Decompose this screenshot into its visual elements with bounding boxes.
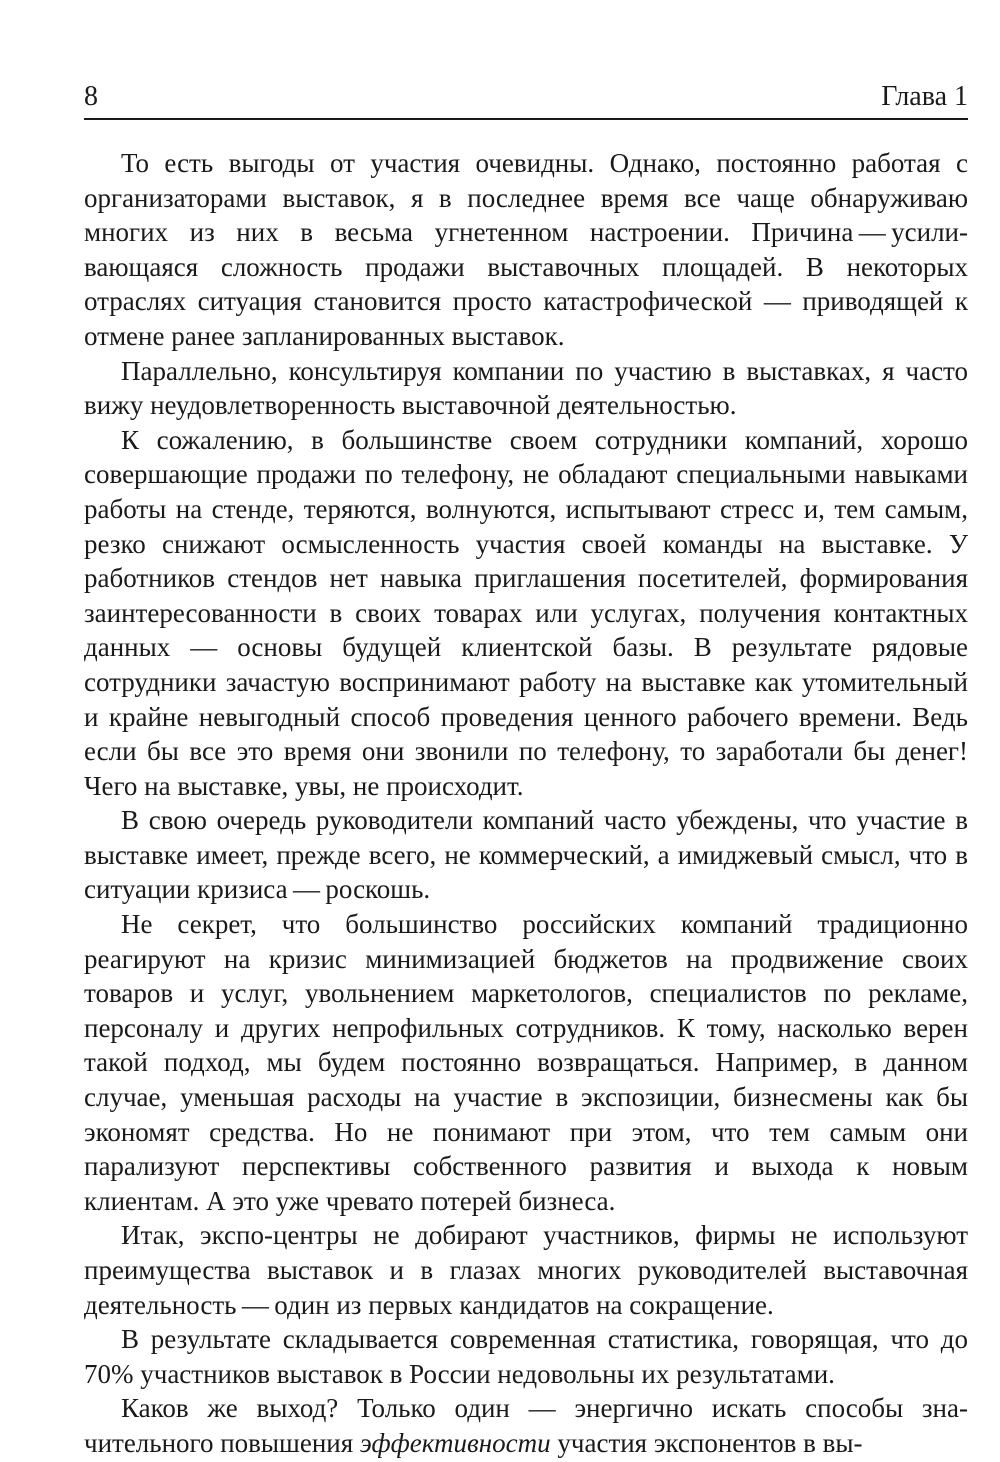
paragraph-2: Параллельно, консультируя компании по участию в выставках, я часто вижу неудовлетворенность выставочной деятельностью. bbox=[84, 355, 968, 421]
paragraph-4: В свою очередь руководители компаний часто убеждены, что участие в выставке имеет, прежде всего, не коммерческий, а имиджевый смысл, что в ситуации кризиса — роскошь. bbox=[84, 805, 968, 905]
chapter-label: Глава 1 bbox=[881, 81, 968, 112]
paragraph-8 bbox=[84, 1391, 968, 1460]
book-page bbox=[84, 0, 968, 1461]
paragraph-8-end: участия экспонентов в вы- bbox=[550, 1427, 863, 1458]
emphasized-word: эффективности bbox=[359, 1427, 551, 1458]
paragraph-6: Итак, экспо-центры не добирают участников, фирмы не используют преимущества выставок и в глазах многих руководителей выставочная деятельность — один из первых кандидатов на сокращение. bbox=[84, 1220, 968, 1320]
paragraph-3: К сожалению, в большинстве своем сотрудники компаний, хорошо совершающие продажи по телефону, не обладают специальными навыками работы на стенде, теряются, волнуются, испытывают стресс и, тем самым, резко снижают осмысленность участия своей команды на выставке. У работников стендов нет навыка приглашения посетителей, формирования заинтересованности в своих товарах или услугах, получения контактных данных — основы будущей клиентской базы. В результате рядовые сотрудники зачастую воспринимают работу на выставке как утомительный и крайне невыгодный способ проведения ценного рабочего времени. Ведь если бы все это время они звонили по телефону, то заработали бы денег! Чего на выставке, увы, не происходит. bbox=[84, 424, 968, 801]
header-rule bbox=[84, 118, 968, 120]
paragraph-5: Не секрет, что большинство российских компаний традиционно реагируют на кризис минимизацией бюджетов на продвижение своих товаров и услуг, увольнением маркетологов, специалистов по рекламе, персоналу и других непрофильных сотрудников. К тому, насколько верен такой подход, мы будем постоянно возвращаться. Например, в данном случае, уменьшая расходы на участие в экспозиции, бизнесмены как бы экономят средства. Но не понимают при этом, что тем самым они парализуют перспективы собственного развития и выхода к новым клиентам. А это уже чревато потерей бизнеса. bbox=[84, 909, 968, 1216]
paragraph-7: В результате складывается современная статистика, говорящая, что до 70% участников выставок в России недовольны их результатами. bbox=[84, 1324, 968, 1389]
paragraph-8-start: Каков же выход? Только один — энергично искать способы значительного повышения bbox=[84, 1393, 968, 1458]
page-number: 8 bbox=[84, 81, 98, 112]
paragraph-1: То есть выгоды от участия очевидны. Однако, постоянно работая с организаторами выставок, я в последнее время все чаще обнаруживаю многих из них в весьма угнетенном настроении. Причина — усиливающаяся сложность продажи выставочных площадей. В некоторых отраслях ситуация становится просто катастрофической — приводящей к отмене ранее запланированных выставок. bbox=[84, 148, 968, 351]
body-text bbox=[84, 146, 968, 1461]
running-head bbox=[84, 0, 968, 122]
